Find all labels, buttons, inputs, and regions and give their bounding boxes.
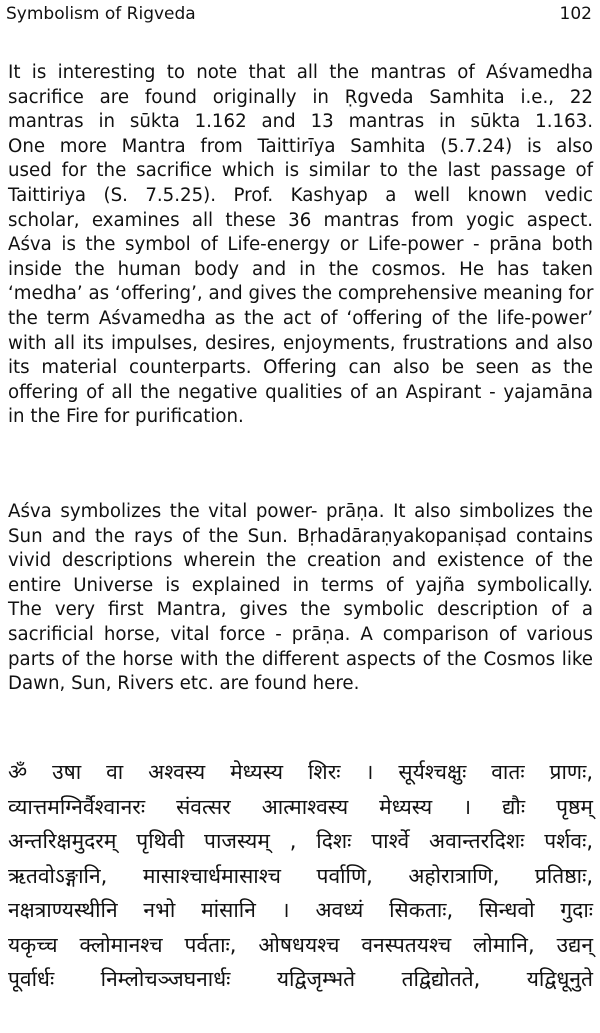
text-line: mantras in sūkta 1.162 and 13 mantras in sūkta 1.163. bbox=[8, 111, 593, 133]
text-line: entire Universe is explained in terms of yajña symbolically. bbox=[8, 574, 593, 596]
text-line: scholar, examines all these 36 mantras from yogic aspect. bbox=[8, 209, 593, 231]
text-line: It is interesting to note that all the mantras of Aśvamedha bbox=[8, 62, 593, 83]
text-line: The very first Mantra, gives the symbolic description of a bbox=[8, 599, 593, 621]
sanskrit-line: यकृच्च क्लोमानश्च पर्वताः, ओषधयश्च वनस्पतयश्च लोमानि, उद्यन् bbox=[8, 932, 593, 957]
sanskrit-line: पूर्वार्धः निम्लोचञ्जघनार्धः यद्विजृम्भते तद्विद्योतते, यद्विधूनुते bbox=[8, 967, 593, 991]
text-line: sacrifice are found originally in Ṛgveda Samhita i.e., 22 bbox=[8, 86, 593, 108]
text-line: sacrificial horse, vital force - prāṇa. A comparison of various bbox=[8, 623, 593, 645]
page-number: 102 bbox=[559, 4, 592, 24]
text-line: Dawn, Sun, Rivers etc. are found here. bbox=[8, 673, 360, 695]
paragraph-asvamedha-mantras bbox=[8, 61, 593, 430]
text-line: Taittiriya (S. 7.5.25). Prof. Kashyap a well known vedic bbox=[8, 184, 593, 206]
text-line: inside the human body and in the cosmos. He has taken bbox=[8, 258, 593, 280]
sanskrit-line: नक्षत्राण्यस्थीनि नभो मांसानि । अवध्यं सिकताः, सिन्धवो गुदाः bbox=[8, 898, 593, 922]
text-line: One more Mantra from Taittirīya Samhita (5.7.24) is also bbox=[8, 135, 593, 157]
text-line: parts of the horse with the different aspects of the Cosmos like bbox=[8, 648, 593, 670]
sanskrit-verse-block bbox=[8, 755, 593, 997]
paragraph-asva-symbolism bbox=[8, 500, 593, 697]
text-line: Aśva is the symbol of Life-energy or Life-power - prāna both bbox=[8, 234, 593, 256]
sanskrit-line: व्यात्तमग्निर्वैश्वानरः संवत्सर आत्माश्वस्य मेध्यस्य । द्यौः पृष्ठम् bbox=[8, 794, 593, 819]
text-line: with all its impulses, desires, enjoyments, frustrations and also bbox=[8, 332, 593, 354]
running-title: Symbolism of Rigveda bbox=[6, 4, 196, 24]
text-line: used for the sacrifice which is similar to the last passage of bbox=[8, 160, 593, 182]
text-line: in the Fire for purification. bbox=[8, 406, 244, 428]
sanskrit-line: ॐ उषा वा अश्वस्य मेध्यस्य शिरः । सूर्यश्चक्षुः वातः प्राणः, bbox=[8, 760, 593, 784]
text-line: offering of all the negative qualities of an Aspirant - yajamāna bbox=[8, 381, 593, 403]
text-line: its material counterparts. Offering can also be seen as the bbox=[8, 357, 593, 379]
sanskrit-line: ऋतवोऽङ्गानि, मासाश्चार्धमासाश्च पर्वाणि, अहोरात्राणि, प्रतिष्ठाः, bbox=[8, 863, 593, 888]
text-line: vivid descriptions wherein the creation and existence of the bbox=[8, 550, 593, 572]
text-line: Aśva symbolizes the vital power- prāṇa. It also simbolizes the bbox=[8, 501, 593, 522]
page-header bbox=[6, 4, 592, 28]
text-line: ‘medha’ as ‘offering’, and gives the comprehensive meaning for bbox=[8, 283, 594, 305]
text-line: the term Aśvamedha as the act of ‘offering of the life-power’ bbox=[8, 307, 593, 329]
text-line: Sun and the rays of the Sun. Bṛhadāraṇyakopaniṣad contains bbox=[8, 525, 593, 547]
sanskrit-line: अन्तरिक्षमुदरम् पृथिवी पाजस्यम् , दिशः पार्श्वे अवान्तरदिशः पर्शवः, bbox=[8, 829, 593, 853]
